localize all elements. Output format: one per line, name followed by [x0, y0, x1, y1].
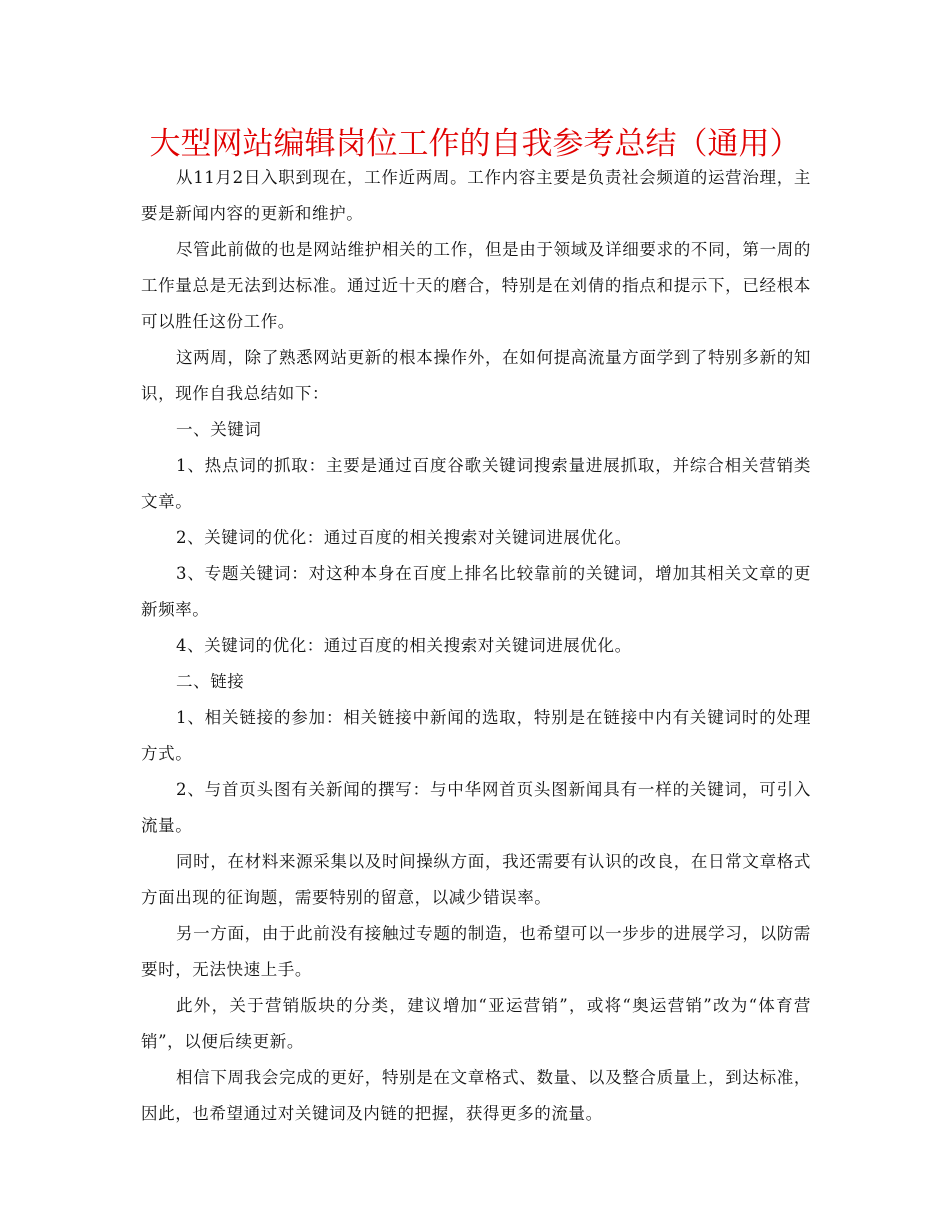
list-item-link-2: 2、与首页头图有关新闻的撰写：与中华网首页头图新闻具有一样的关键词，可引入流量。	[141, 780, 811, 835]
section-heading-links: 二、链接	[176, 672, 245, 691]
list-item-keyword-3: 3、专题关键词：对这种本身在百度上排名比较靠前的关键词，增加其相关文章的更新频率。	[141, 564, 811, 619]
list-item-keyword-1: 1、热点词的抓取：主要是通过百度谷歌关键词搜索量进展抓取，并综合相关营销类文章。	[141, 456, 811, 511]
paragraph-suggestion: 此外，关于营销版块的分类，建议增加“亚运营销”，或将“奥运营销”改为“体育营销”，以便后续更新。	[141, 996, 811, 1051]
paragraph-learning: 另一方面，由于此前没有接触过专题的制造，也希望可以一步步的进展学习，以防需要时，无法快速上手。	[141, 924, 811, 979]
document-body	[141, 160, 811, 1132]
list-item-keyword-4: 4、关键词的优化：通过百度的相关搜索对关键词进展优化。	[176, 636, 632, 655]
paragraph-background: 尽管此前做的也是网站维护相关的工作，但是由于领域及详细要求的不同，第一周的工作量总是无法到达标准。通过近十天的磨合，特别是在刘倩的指点和提示下，已经根本可以胜任这份工作。	[141, 240, 811, 331]
paragraph-conclusion: 相信下周我会完成的更好，特别是在文章格式、数量、以及整合质量上，到达标准，因此，也希望通过对关键词及内链的把握，获得更多的流量。	[141, 1068, 811, 1123]
list-item-keyword-2: 2、关键词的优化：通过百度的相关搜索对关键词进展优化。	[176, 528, 632, 547]
paragraph-intro: 从11月2日入职到现在，工作近两周。工作内容主要是负责社会频道的运营治理，主要是新闻内容的更新和维护。	[141, 168, 811, 223]
section-heading-keywords: 一、关键词	[176, 420, 262, 439]
paragraph-summary-lead: 这两周，除了熟悉网站更新的根本操作外，在如何提高流量方面学到了特别多新的知识，现作自我总结如下：	[141, 348, 811, 403]
paragraph-improvement: 同时，在材料来源采集以及时间操纵方面，我还需要有认识的改良，在日常文章格式方面出现的征询题，需要特别的留意，以减少错误率。	[141, 852, 811, 907]
list-item-link-1: 1、相关链接的参加：相关链接中新闻的选取，特别是在链接中内有关键词时的处理方式。	[141, 708, 811, 763]
document-title: 大型网站编辑岗位工作的自我参考总结（通用）	[149, 126, 801, 162]
